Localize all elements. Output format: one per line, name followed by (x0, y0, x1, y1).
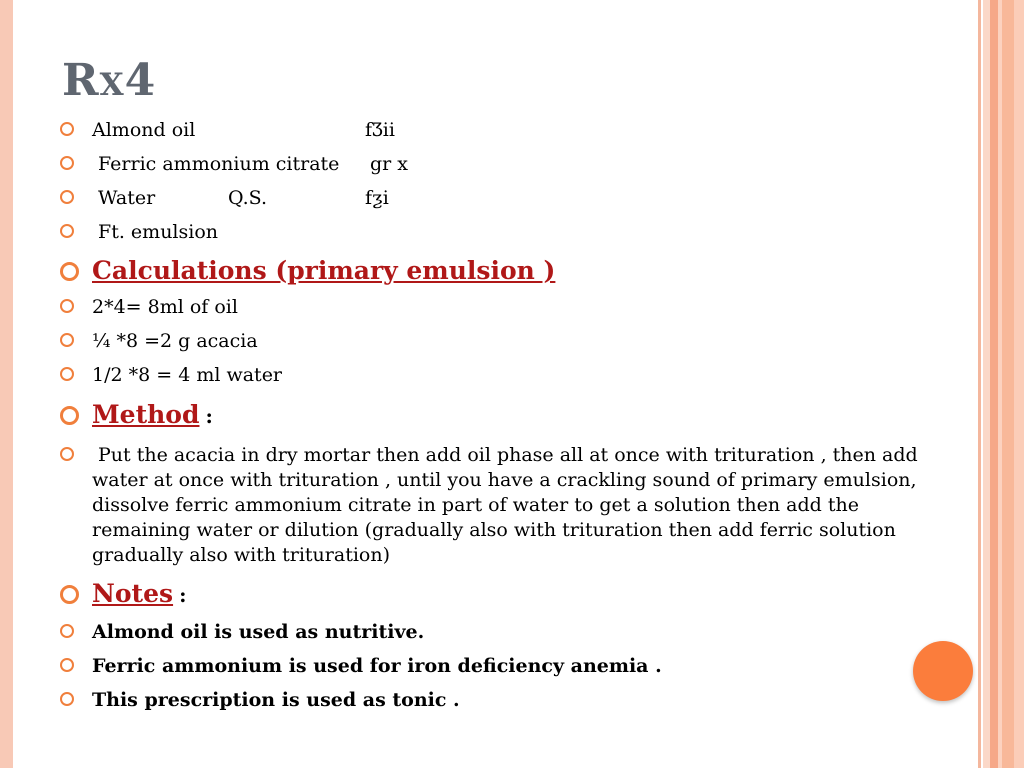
method-colon: : (205, 404, 213, 428)
left-border (0, 0, 13, 768)
bullet-icon (60, 658, 74, 672)
note-line: This prescription is used as tonic . (92, 689, 460, 711)
bullet-icon (60, 262, 79, 281)
ingredient-name: Almond oil (92, 119, 196, 141)
ingredient-name: Ferric ammonium citrate (92, 153, 340, 175)
bullet-icon (60, 224, 74, 238)
ingredient-quantity: gr x (370, 153, 408, 175)
bullet-icon (60, 624, 74, 638)
method-heading: Method (92, 400, 200, 429)
ingredient-qs: Q.S. (228, 187, 268, 209)
calc-line: 1/2 *8 = 4 ml water (92, 364, 283, 386)
bullet-icon (60, 122, 74, 136)
right-stripe (983, 0, 990, 768)
calc-line: ¼ *8 =2 g acacia (92, 330, 258, 352)
notes-colon: : (179, 583, 187, 607)
right-stripe (990, 0, 998, 768)
bullet-icon (60, 585, 79, 604)
instruction-text: Ft. emulsion (92, 221, 219, 243)
bullet-icon (60, 299, 74, 313)
right-stripe (978, 0, 981, 768)
notes-heading: Notes (92, 579, 174, 608)
bullet-icon (60, 333, 74, 347)
ingredient-name: Water (92, 187, 156, 209)
slide-title: Rx4 (62, 55, 157, 106)
note-line: Almond oil is used as nutritive. (92, 621, 425, 643)
bullet-icon (60, 692, 74, 706)
ingredient-quantity: fƷii (365, 119, 395, 141)
calc-line: 2*4= 8ml of oil (92, 296, 238, 318)
method-text: Put the acacia in dry mortar then add oil phase all at once with trituration , then add water at once with trituration , until you have a crackling sound of primary emulsion, dissolve ferric ammonium citrate in part of water to get a solution then add the remaining water or dilution (gradually also with trituration then add ferric solution gradually also with trituration) (92, 444, 918, 566)
bullet-icon (60, 447, 74, 461)
bullet-icon (60, 156, 74, 170)
bullet-icon (60, 367, 74, 381)
note-line: Ferric ammonium is used for iron deficiency anemia . (92, 655, 662, 677)
right-stripe (1014, 0, 1024, 768)
ingredient-quantity: fƺi (365, 187, 389, 209)
decorative-circle (913, 641, 973, 701)
right-stripe (1002, 0, 1014, 768)
calculations-heading: Calculations (primary emulsion ) (92, 256, 556, 285)
bullet-icon (60, 406, 79, 425)
bullet-icon (60, 190, 74, 204)
